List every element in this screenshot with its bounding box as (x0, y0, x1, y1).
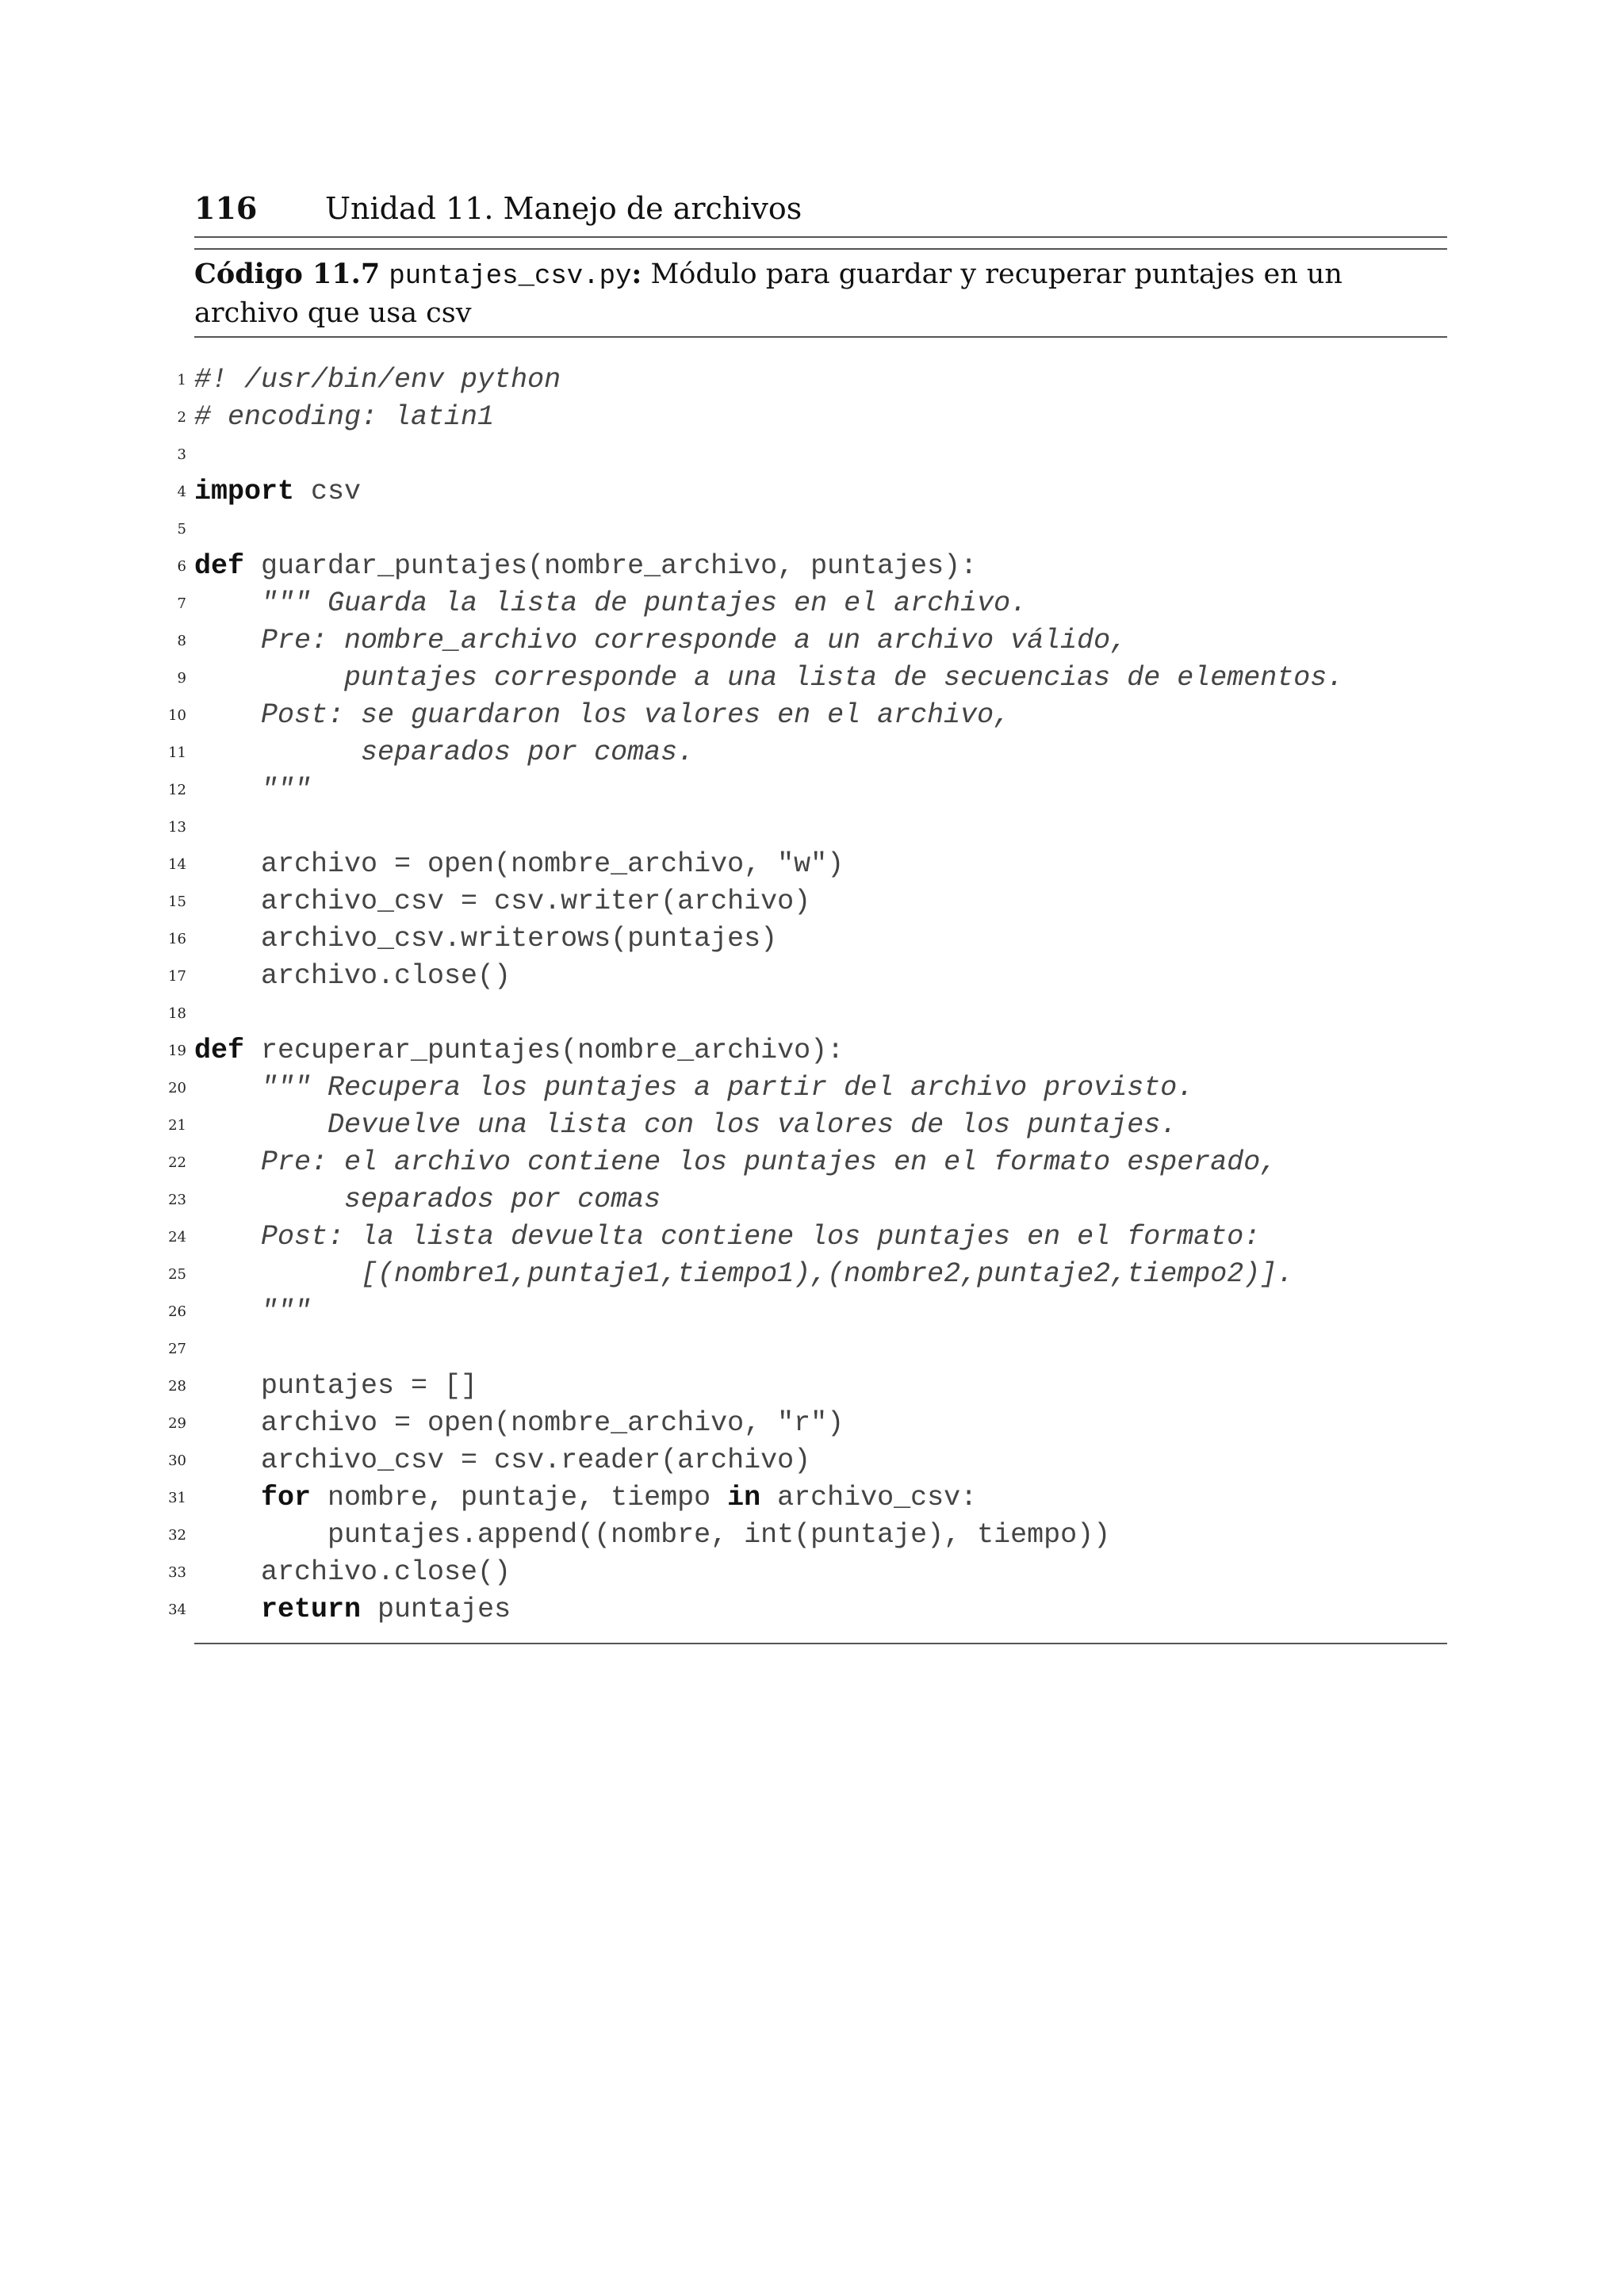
code-line (168, 958, 1447, 995)
line-number: 31 (168, 1490, 186, 1506)
code-line (168, 1479, 1447, 1517)
code-line (177, 362, 1447, 399)
line-number: 6 (177, 558, 186, 575)
line-number: 32 (168, 1527, 186, 1544)
code-comment: Pre: nombre_archivo corresponde a un archivo válido, (194, 625, 1128, 656)
code-text: puntajes (361, 1594, 511, 1625)
code-keyword: in (727, 1482, 761, 1513)
code-line (168, 1517, 1447, 1554)
code-keyword: for (261, 1482, 312, 1513)
code-text: archivo_csv.writerows(puntajes) (194, 923, 778, 955)
code-line (168, 1181, 1447, 1219)
code-comment: Post: la lista devuelta contiene los puntajes en el formato: (194, 1221, 1261, 1253)
code-line (168, 1293, 1447, 1330)
line-number: 3 (177, 446, 186, 463)
code-text: csv (294, 476, 362, 507)
code-line (177, 511, 1447, 548)
line-number: 26 (168, 1303, 186, 1320)
code-line (168, 883, 1447, 920)
code-line (168, 1032, 1447, 1070)
code-text (194, 1482, 261, 1513)
line-number: 2 (177, 409, 186, 426)
line-number: 16 (168, 931, 186, 947)
code-line (168, 1219, 1447, 1256)
code-text: archivo_csv = csv.writer(archivo) (194, 886, 811, 917)
code-line (177, 399, 1447, 436)
code-comment: """ (194, 774, 312, 806)
code-line (168, 1368, 1447, 1405)
code-line (168, 809, 1447, 846)
code-comment: [(nombre1,puntaje1,tiempo1),(nombre2,puntaje2,tiempo2)]. (194, 1258, 1294, 1290)
code-line (177, 473, 1447, 511)
code-comment: """ Recupera los puntajes a partir del archivo provisto. (194, 1072, 1194, 1104)
code-line (168, 734, 1447, 771)
code-text (194, 1594, 261, 1625)
listing-colon: : (631, 258, 642, 290)
code-text: nombre, puntaje, tiempo (311, 1482, 728, 1513)
code-text: archivo_csv = csv.reader(archivo) (194, 1445, 811, 1476)
line-number: 11 (168, 744, 186, 761)
code-line (168, 697, 1447, 734)
code-line (168, 920, 1447, 958)
running-header (194, 190, 1447, 238)
code-text: guardar_puntajes(nombre_archivo, puntajes): (244, 550, 978, 582)
line-number: 14 (168, 856, 186, 873)
code-line (177, 622, 1447, 660)
code-keyword: def (194, 1035, 245, 1066)
line-number: 10 (168, 707, 186, 724)
code-comment: Pre: el archivo contiene los puntajes en el formato esperado, (194, 1146, 1277, 1178)
code-text: recuperar_puntajes(nombre_archivo): (244, 1035, 845, 1066)
code-line (168, 1554, 1447, 1591)
listing-filename: puntajes_csv.py (389, 262, 632, 292)
code-text: archivo_csv: (760, 1482, 978, 1513)
code-text: archivo.close() (194, 960, 511, 992)
code-comment: #! /usr/bin/env python (194, 364, 561, 396)
line-number: 8 (177, 633, 186, 649)
code-line (177, 436, 1447, 473)
code-text: archivo = open(nombre_archivo, "w") (194, 848, 845, 880)
line-number: 7 (177, 595, 186, 612)
code-line (168, 1405, 1447, 1442)
code-comment: """ (194, 1295, 312, 1327)
code-comment: # encoding: latin1 (194, 401, 495, 433)
line-number: 24 (168, 1229, 186, 1246)
line-number: 1 (177, 372, 186, 388)
line-number: 13 (168, 819, 186, 836)
chapter-title: Unidad 11. Manejo de archivos (325, 191, 802, 226)
code-text: archivo = open(nombre_archivo, "r") (194, 1407, 845, 1439)
book-page (168, 190, 1447, 1644)
code-line (168, 1591, 1447, 1628)
line-number: 29 (168, 1415, 186, 1432)
code-line (168, 1144, 1447, 1181)
code-line (177, 585, 1447, 622)
code-line (177, 548, 1447, 585)
code-line (168, 1330, 1447, 1368)
line-number: 15 (168, 894, 186, 910)
line-number: 4 (177, 484, 186, 500)
line-number: 12 (168, 782, 186, 798)
code-listing (168, 362, 1447, 1644)
listing-label: Código 11.7 (194, 258, 381, 290)
line-number: 21 (168, 1117, 186, 1134)
line-number: 23 (168, 1192, 186, 1208)
line-number: 19 (168, 1043, 186, 1059)
code-text: puntajes = [] (194, 1370, 478, 1402)
page-number: 116 (194, 190, 258, 226)
code-comment: separados por comas. (194, 737, 695, 768)
code-line (168, 1256, 1447, 1293)
code-comment: Post: se guardaron los valores en el archivo, (194, 699, 1011, 731)
line-number: 5 (177, 521, 186, 538)
line-number: 30 (168, 1452, 186, 1469)
code-line (168, 1070, 1447, 1107)
code-line (168, 1442, 1447, 1479)
line-number: 27 (168, 1341, 186, 1357)
line-number: 18 (168, 1005, 186, 1022)
line-number: 34 (168, 1601, 186, 1618)
code-line (168, 846, 1447, 883)
code-listing-caption (194, 248, 1447, 338)
code-keyword: return (261, 1594, 362, 1625)
line-number: 17 (168, 968, 186, 985)
code-comment: separados por comas (194, 1184, 661, 1215)
code-comment: Devuelve una lista con los valores de los puntajes. (194, 1109, 1178, 1141)
line-number: 25 (168, 1266, 186, 1283)
code-comment: puntajes corresponde a una lista de secuencias de elementos. (194, 662, 1344, 694)
code-line (168, 771, 1447, 809)
code-comment: """ Guarda la lista de puntajes en el archivo. (194, 587, 1028, 619)
code-line (168, 995, 1447, 1032)
code-text: puntajes.append((nombre, int(puntaje), tiempo)) (194, 1519, 1111, 1551)
line-number: 33 (168, 1564, 186, 1581)
line-number: 28 (168, 1378, 186, 1395)
line-number: 22 (168, 1154, 186, 1171)
line-number: 20 (168, 1080, 186, 1096)
line-number: 9 (177, 670, 186, 687)
code-line (177, 660, 1447, 697)
code-text: archivo.close() (194, 1556, 511, 1588)
code-keyword: import (194, 476, 295, 507)
listing-description: Módulo para guardar y recuperar puntajes en un archivo que usa csv (194, 258, 1342, 329)
code-keyword: def (194, 550, 245, 582)
code-line (168, 1107, 1447, 1144)
